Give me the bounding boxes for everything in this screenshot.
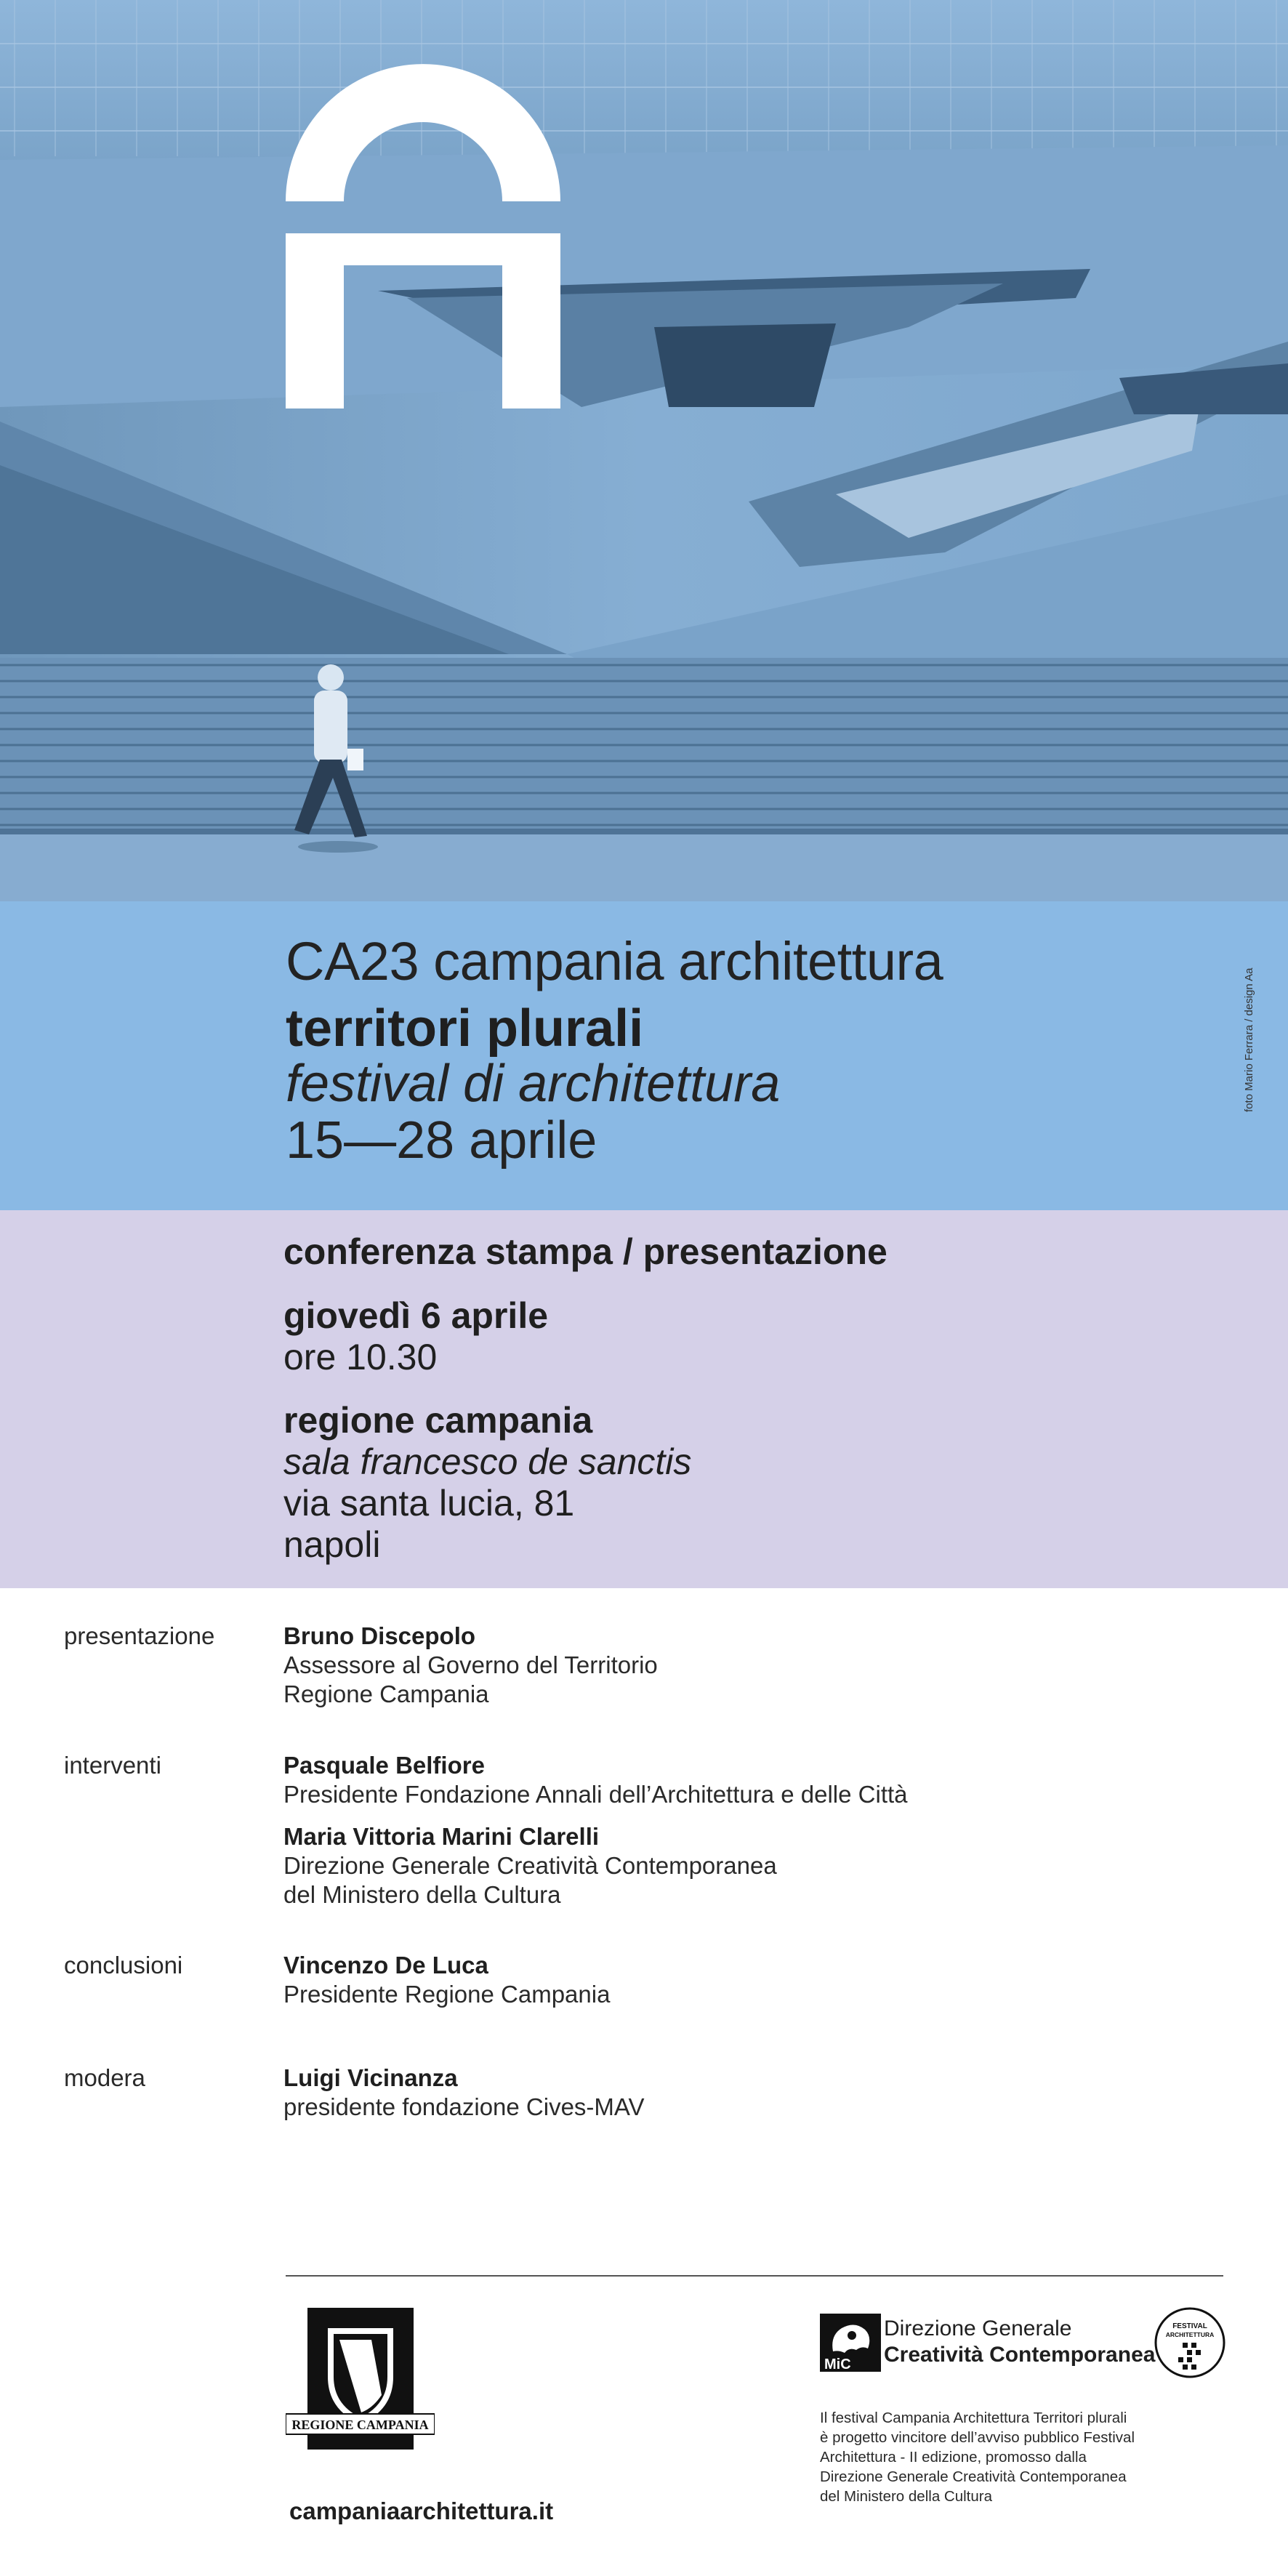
press-conference-band	[0, 1210, 1288, 1588]
svg-text:FESTIVAL: FESTIVAL	[1172, 2322, 1207, 2330]
hero-photo	[0, 0, 1288, 901]
mic-logo	[820, 2314, 881, 2372]
regione-campania-logo	[286, 2308, 435, 2450]
speaker-name: Vincenzo De Luca	[283, 1952, 488, 1979]
festival-subtitle: festival di architettura	[286, 1055, 781, 1113]
funding-note	[820, 2408, 1135, 2506]
speaker-title: Presidente Regione Campania	[283, 1981, 611, 2008]
press-day: giovedì 6 aprile	[283, 1295, 549, 1336]
funding-note-line: Il festival Campania Architettura Territori plurali	[820, 2410, 1127, 2426]
festival-theme: territori plurali	[286, 999, 644, 1058]
speaker-title: del Ministero della Cultura	[283, 1881, 561, 1908]
speaker-name: Bruno Discepolo	[283, 1622, 476, 1649]
programme	[0, 1588, 1288, 2271]
svg-text:ARCHITETTURA: ARCHITETTURA	[1165, 2331, 1215, 2338]
festival-dates: 15—28 aprile	[286, 1111, 597, 1170]
festival-title-band	[0, 901, 1288, 1210]
website-link[interactable]: campaniaarchitettura.it	[289, 2497, 554, 2524]
festival-name: CA23 campania architettura	[286, 931, 943, 991]
dg-line1: Direzione Generale	[884, 2317, 1072, 2340]
speaker-title: Regione Campania	[283, 1681, 489, 1707]
speaker-name: Luigi Vicinanza	[283, 2064, 458, 2091]
direzione-generale-label	[884, 2316, 1155, 2368]
press-room: sala francesco de sanctis	[283, 1441, 692, 1482]
press-city: napoli	[283, 1524, 381, 1565]
funding-note-line: è progetto vincitore dell’avviso pubblico Festival	[820, 2429, 1135, 2446]
press-address: via santa lucia, 81	[283, 1483, 575, 1524]
press-time: ore 10.30	[283, 1337, 438, 1377]
press-heading: conferenza stampa / presentazione	[283, 1231, 887, 1272]
role-modera: modera	[64, 2064, 145, 2091]
speaker-name: Pasquale Belfiore	[283, 1752, 485, 1779]
festival-architettura-badge-icon	[1154, 2306, 1226, 2379]
regione-label: REGIONE CAMPANIA	[291, 2418, 429, 2432]
speaker-title: Direzione Generale Creatività Contemporanea	[283, 1852, 777, 1879]
dg-line2: Creatività Contemporanea	[884, 2343, 1156, 2367]
funding-note-line: Direzione Generale Creatività Contemporanea	[820, 2468, 1127, 2485]
photo-credit	[1240, 930, 1255, 1112]
ca-monogram-icon	[286, 64, 560, 408]
role-presentazione: presentazione	[64, 1622, 215, 1649]
speaker-title: Assessore al Governo del Territorio	[283, 1651, 658, 1678]
photo-credit-text: foto Mario Ferrara / design Aa	[1243, 967, 1255, 1112]
role-interventi: interventi	[64, 1752, 161, 1779]
role-conclusioni: conclusioni	[64, 1952, 183, 1979]
speaker-title: Presidente Fondazione Annali dell’Architettura e delle Città	[283, 1781, 908, 1808]
press-venue: regione campania	[283, 1400, 593, 1441]
speaker-title: presidente fondazione Cives-MAV	[283, 2093, 645, 2120]
funding-note-line: del Ministero della Cultura	[820, 2488, 993, 2505]
architecture-photo	[0, 0, 1288, 901]
funding-note-line: Architettura - II edizione, promosso dalla	[820, 2449, 1087, 2466]
speaker-name: Maria Vittoria Marini Clarelli	[283, 1823, 600, 1850]
mic-label: MiC	[824, 2356, 851, 2372]
footer-divider	[286, 2275, 1223, 2277]
